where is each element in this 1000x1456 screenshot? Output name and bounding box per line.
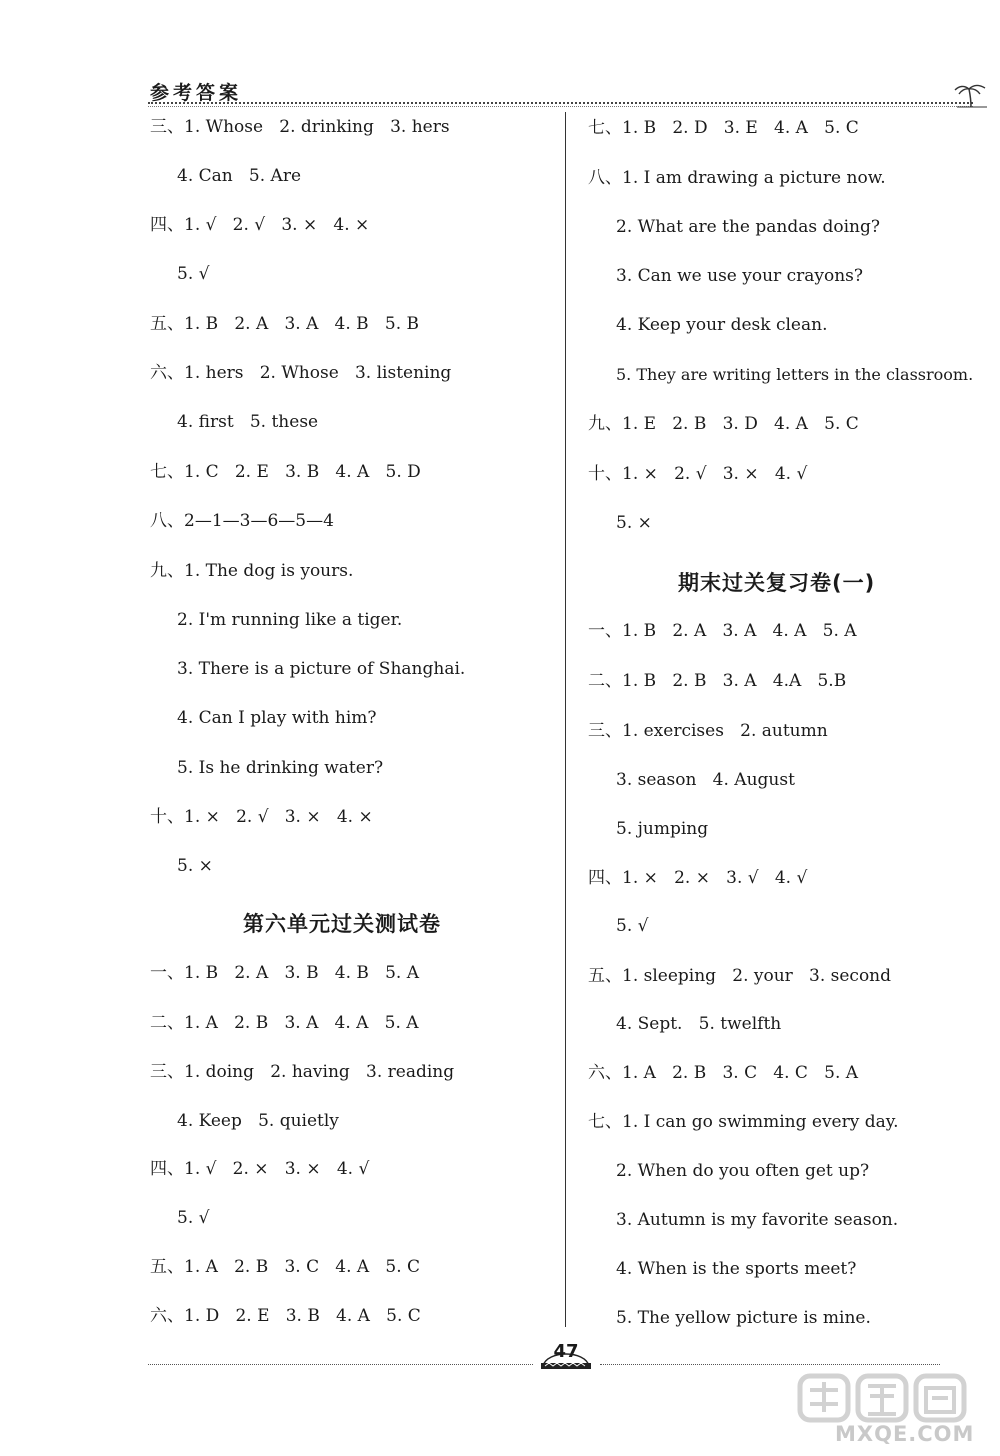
answer-line: 十、1. × 2. √ 3. × 4. ×: [150, 807, 373, 827]
column-divider: [565, 112, 566, 1327]
answer-line: 5. √: [177, 264, 210, 284]
answer-line: 四、1. √ 2. × 3. × 4. √: [150, 1159, 370, 1179]
answer-line: 5. They are writing letters in the classroom.: [616, 365, 974, 384]
answer-line: 4. Keep your desk clean.: [616, 315, 828, 335]
answer-line: 四、1. √ 2. √ 3. × 4. ×: [150, 215, 370, 235]
answer-line: 3. There is a picture of Shanghai.: [177, 659, 466, 679]
answer-line: 2. When do you often get up?: [616, 1161, 870, 1181]
answer-line: 5. Is he drinking water?: [177, 758, 384, 778]
answer-line: 3. Autumn is my favorite season.: [616, 1210, 899, 1230]
section-title-right: 期末过关复习卷(一): [678, 571, 876, 595]
answer-line: 二、1. A 2. B 3. A 4. A 5. A: [150, 1013, 419, 1033]
answer-line: 九、1. The dog is yours.: [150, 561, 354, 581]
watermark-text: MXQE.COM: [835, 1422, 975, 1446]
answer-line: 六、1. hers 2. Whose 3. listening: [150, 363, 452, 383]
answer-line: 2. What are the pandas doing?: [616, 217, 880, 237]
answer-line: 二、1. B 2. B 3. A 4.A 5.B: [588, 671, 847, 691]
answer-line: 六、1. A 2. B 3. C 4. C 5. A: [588, 1063, 859, 1083]
answer-line: 四、1. × 2. × 3. √ 4. √: [588, 868, 808, 888]
page-header: [148, 76, 988, 110]
answer-line: 八、2—1—3—6—5—4: [150, 511, 334, 531]
page-number: 47: [553, 1341, 579, 1362]
answer-line: 三、1. exercises 2. autumn: [588, 721, 828, 741]
answer-line: 4. Can 5. Are: [177, 166, 302, 186]
answer-line: 七、1. B 2. D 3. E 4. A 5. C: [588, 118, 859, 138]
answer-line: 三、1. Whose 2. drinking 3. hers: [150, 117, 450, 137]
answer-line: 5. jumping: [616, 819, 709, 839]
answer-line: 5. √: [177, 1208, 210, 1228]
answer-line: 七、1. I can go swimming every day.: [588, 1112, 899, 1132]
answer-line: 5. ×: [177, 856, 213, 876]
answer-line: 4. Can I play with him?: [177, 708, 377, 728]
answer-line: 4. Sept. 5. twelfth: [616, 1014, 782, 1034]
answer-line: 4. When is the sports meet?: [616, 1259, 857, 1279]
footer-rule-left: [148, 1364, 533, 1365]
answer-line: 七、1. C 2. E 3. B 4. A 5. D: [150, 462, 421, 482]
answer-line: 十、1. × 2. √ 3. × 4. √: [588, 464, 808, 484]
answer-line: 一、1. B 2. A 3. B 4. B 5. A: [150, 963, 419, 983]
answer-line: 3. season 4. August: [616, 770, 795, 790]
answer-line: 4. Keep 5. quietly: [177, 1111, 339, 1131]
header-rule-secondary: [148, 106, 973, 107]
answer-line: 五、1. sleeping 2. your 3. second: [588, 966, 892, 986]
answer-line: 八、1. I am drawing a picture now.: [588, 168, 886, 188]
footer-rule-right: [600, 1364, 940, 1365]
answer-line: 三、1. doing 2. having 3. reading: [150, 1062, 455, 1082]
answer-line: 2. I'm running like a tiger.: [177, 610, 403, 630]
answer-line: 九、1. E 2. B 3. D 4. A 5. C: [588, 414, 859, 434]
header-title: 参考答案: [150, 82, 243, 104]
answer-line: 五、1. B 2. A 3. A 4. B 5. B: [150, 314, 419, 334]
answer-line: 3. Can we use your crayons?: [616, 266, 863, 286]
answer-line: 5. ×: [616, 513, 652, 533]
answer-line: 一、1. B 2. A 3. A 4. A 5. A: [588, 621, 857, 641]
answer-line: 5. √: [616, 916, 649, 936]
section-title-left: 第六单元过关测试卷: [243, 912, 441, 936]
answer-line: 六、1. D 2. E 3. B 4. A 5. C: [150, 1306, 421, 1326]
answer-line: 五、1. A 2. B 3. C 4. A 5. C: [150, 1257, 421, 1277]
header-rule: [148, 102, 973, 104]
palm-tree-icon: [953, 82, 989, 108]
answer-line: 4. first 5. these: [177, 412, 319, 432]
answer-line: 5. The yellow picture is mine.: [616, 1308, 871, 1328]
